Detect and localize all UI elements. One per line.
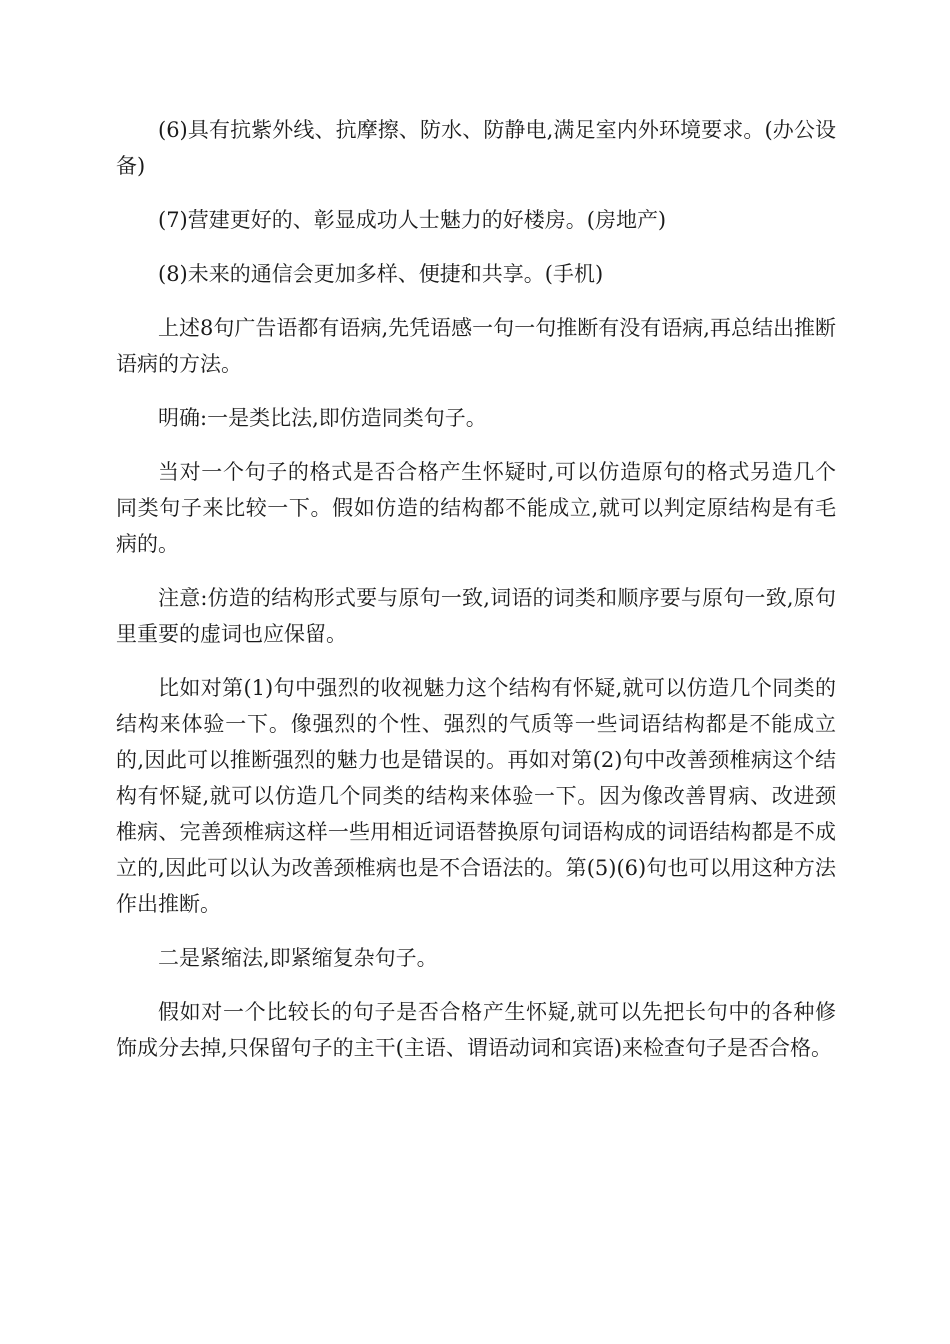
paragraph-item-8: (8)未来的通信会更加多样、便捷和共享。(手机) [158, 262, 604, 286]
paragraph-method-one-explanation: 当对一个句子的格式是否合格产生怀疑时,可以仿造原句的格式另造几个同类句子来比较一下。假如仿造的结构都不能成立,就可以判定原结构是有毛病的。 [116, 460, 836, 556]
document-body [116, 112, 836, 1084]
paragraph-method-two-explanation: 假如对一个比较长的句子是否合格产生怀疑,就可以先把长句中的各种修饰成分去掉,只保留句子的主干(主语、谓语动词和宾语)来检查句子是否合格。 [116, 1000, 836, 1060]
paragraph-method-one-note: 注意:仿造的结构形式要与原句一致,词语的词类和顺序要与原句一致,原句里重要的虚词也应保留。 [116, 586, 836, 646]
paragraph-item-6: (6)具有抗紫外线、抗摩擦、防水、防静电,满足室内外环境要求。(办公设备) [116, 118, 836, 178]
paragraph-method-one-heading: 明确:一是类比法,即仿造同类句子。 [158, 406, 487, 430]
paragraph-method-one-example: 比如对第(1)句中强烈的收视魅力这个结构有怀疑,就可以仿造几个同类的结构来体验一下。像强烈的个性、强烈的气质等一些词语结构都是不能成立的,因此可以推断强烈的魅力也是错误的。再如对第(2)句中改善颈椎病这个结构有怀疑,就可以仿造几个同类的结构来体验一下。因为像改善胃病、改进颈椎病、完善颈椎病这样一些用相近词语替换原句词语构成的词语结构都是不成立的,因此可以认为改善颈椎病也是不合语法的。第(5)(6)句也可以用这种方法作出推断。 [116, 676, 836, 916]
paragraph-method-two-heading: 二是紧缩法,即紧缩复杂句子。 [158, 946, 438, 970]
paragraph-item-7: (7)营建更好的、彰显成功人士魅力的好楼房。(房地产) [158, 208, 667, 232]
paragraph-instruction: 上述8句广告语都有语病,先凭语感一句一句推断有没有语病,再总结出推断语病的方法。 [116, 316, 836, 376]
